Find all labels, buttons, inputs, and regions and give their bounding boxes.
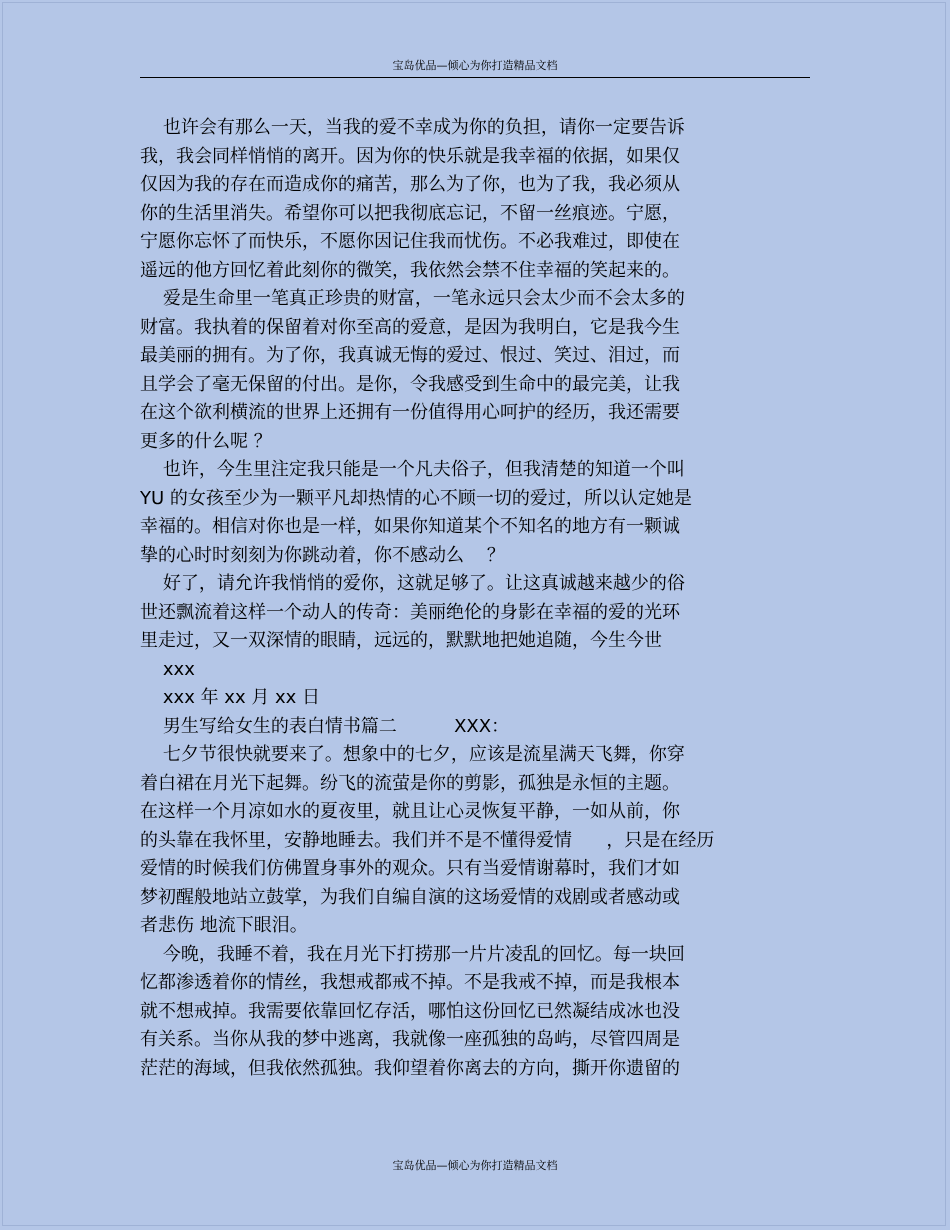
text-line: 爱情的时候我们仿佛置身事外的观众。只有当爱情谢幕时，我们才如 [140, 858, 680, 879]
text-line: 你的生活里消失。希望你可以把我彻底忘记，不留一丝痕迹。宁愿， [140, 202, 680, 224]
text-line: 忆都渗透着你的情丝，我想戒都戒不掉。不是我戒不掉，而是我根本 [140, 972, 680, 993]
text-line: 世还飘流着这样一个动人的传奇：美丽绝伦的身影在幸福的爱的光环 [140, 601, 680, 623]
text-line: YU 的女孩至少为一颗平凡却热情的心不顾一切的爱过，所以认定她是 [140, 487, 692, 509]
text-line: 且学会了毫无保留的付出。是你，令我感受到生命中的最完美，让我 [140, 373, 680, 395]
text-line: 好了，请允许我悄悄的爱你，这就足够了。让这真诚越来越少的俗 [140, 573, 685, 594]
text-line: 幸福的。相信对你也是一样，如果你知道某个不知名的地方有一颗诚 [140, 516, 680, 537]
text-line: 茫茫的海域，但我依然孤独。我仰望着你离去的方向，撕开你遗留的 [140, 1057, 680, 1079]
page-footer: 宝岛优品—倾心为你打造精品文档 [392, 1159, 558, 1172]
text-line: 最美丽的拥有。为了你，我真诚无悔的爱过、恨过、笑过、泪过，而 [140, 345, 680, 366]
text-line: 在这个欲利横流的世界上还拥有一份值得用心呵护的经历，我还需要 [140, 402, 680, 423]
text-line: 更多的什么呢 ？ [140, 430, 272, 452]
text-line: 宁愿你忘怀了而快乐，不愿你因记住我而忧伤。不必我难过，即使在 [140, 231, 680, 252]
text-line: 遥远的他方回忆着此刻你的微笑，我依然会禁不住幸福的笑起来的。 [140, 259, 680, 281]
text-line: 仅因为我的存在而造成你的痛苦，那么为了你，也为了我，我必须从 [140, 174, 680, 195]
text-line: 就不想戒掉。我需要依靠回忆存活，哪怕这份回忆已然凝结成冰也没 [140, 1000, 680, 1022]
text-line: 男生写给女生的表白情书篇二 XXX： [140, 715, 510, 737]
text-line: xxx 年 xx 月 xx 日 [140, 687, 321, 708]
text-line: 的头靠在我怀里，安静地睡去。我们并不是不懂得爱情 ，只是在经历 [140, 829, 715, 851]
text-line: xxx [140, 658, 195, 680]
document-body [140, 114, 790, 1083]
page-header: 宝岛优品—倾心为你打造精品文档 [392, 59, 558, 72]
text-line: 着白裙在月光下起舞。纷飞的流萤是你的剪影，孤独是永恒的主题。 [140, 772, 680, 794]
text-line: 有关系。当你从我的梦中逃离，我就像一座孤独的岛屿，尽管四周是 [140, 1029, 680, 1050]
text-line: 爱是生命里一笔真正珍贵的财富，一笔永远只会太少而不会太多的 [140, 288, 685, 309]
text-line: 里走过，又一双深情的眼睛，远远的，默默地把她追随，今生今世 [140, 630, 662, 651]
text-line: 者悲伤 地流下眼泪。 [140, 915, 308, 936]
text-line: 也许会有那么一天，当我的爱不幸成为你的负担，请你一定要告诉 [140, 117, 685, 138]
text-line: 梦初醒般地站立鼓掌，为我们自编自演的这场爱情的戏剧或者感动或 [140, 886, 680, 908]
text-line: 在这样一个月凉如水的夏夜里，就且让心灵恢复平静，一如从前，你 [140, 801, 680, 822]
text-line: 我，我会同样悄悄的离开。因为你的快乐就是我幸福的依据，如果仅 [140, 145, 680, 167]
header-rule [140, 77, 810, 78]
text-line: 挚的心时时刻刻为你跳动着，你不感动么 ？ [140, 544, 505, 566]
text-line: 七夕节很快就要来了。想象中的七夕，应该是流星满天飞舞，你穿 [140, 744, 685, 765]
text-line: 今晚，我睡不着，我在月光下打捞那一片片凌乱的回忆。每一块回 [140, 943, 685, 965]
text-line: 也许，今生里注定我只能是一个凡夫俗子，但我清楚的知道一个叫 [140, 459, 685, 480]
text-line: 财富。我执着的保留着对你至高的爱意，是因为我明白，它是我今生 [140, 316, 680, 338]
